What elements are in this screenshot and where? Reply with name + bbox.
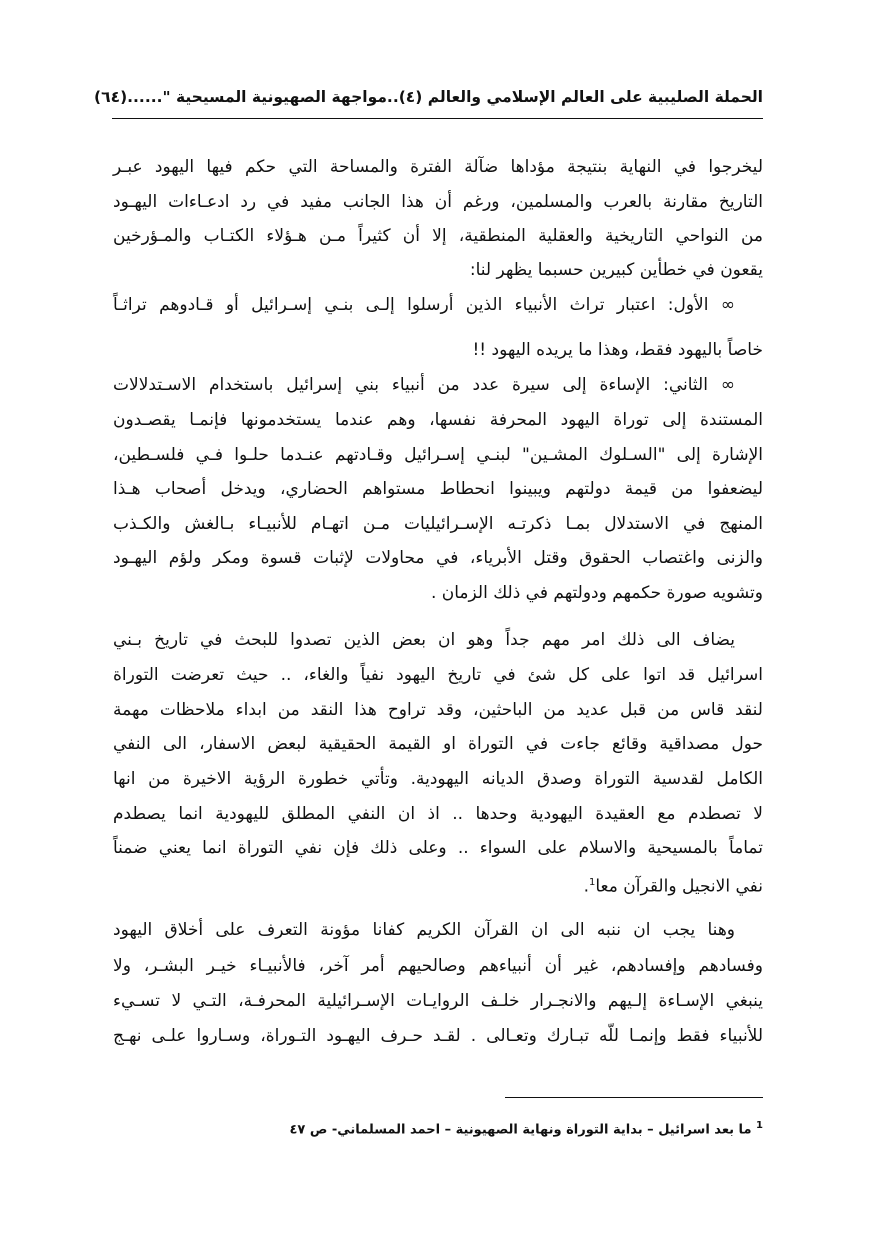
text-line	[113, 698, 763, 722]
text-line-content: ليخرجوا في النهاية بنتيجة مؤداها ضآلة الفترة والمساحة التي حكم فيها اليهود عبـر	[113, 157, 763, 177]
text-line-content: وفسادهم وإفسادهم، غير أن أنبياءهم وصالحيهم أمر آخر، فالأنبيـاء خيـر البشـر، ولا	[113, 956, 763, 976]
text-line: نفي الانجيل والقرآن معا$^1$.	[583, 876, 763, 897]
text-line-content: خاصاً باليهود فقط، وهذا ما يريده اليهود !!	[472, 340, 763, 360]
text-line-content: ∞ الأول: اعتبار تراث الأنبياء الذين أرسلوا إلـى بنـي إسـرائيل أو قـادوهم تراثـاً	[113, 295, 735, 315]
text-line	[113, 477, 763, 501]
footnote-rule	[505, 1097, 763, 1098]
text-line-content: التاريخ مقارنة بالعرب والمسلمين، ورغم أن هذا الجانب مفيد في رد ادعـاءات اليهـود	[113, 192, 763, 212]
text-line-content: ينبغي الإسـاءة إلـيهم والانجـرار خلـف الروايـات الإسـرائيلية المحرفـة، التـي لا تسـيء	[113, 991, 763, 1011]
text-line	[113, 918, 763, 942]
header-page-number: (٦٤)	[94, 88, 128, 106]
text-line-content: لا تصطدم مع العقيدة اليهودية وحدها .. اذ ان النفي المطلق لليهودية انما يصطدم	[113, 804, 763, 824]
text-line	[113, 155, 763, 179]
header-rule	[112, 118, 763, 119]
text-line	[113, 954, 763, 978]
text-line	[113, 338, 763, 362]
text-line-content: يقعون في خطأين كبيرين حسبما يظهر لنا:	[469, 260, 763, 280]
text-line	[113, 802, 763, 826]
text-line	[113, 258, 763, 282]
footnote-reference[interactable]: 1	[588, 877, 596, 888]
text-line	[113, 732, 763, 756]
text-line-content: من النواحي التاريخية والعقلية المنطقية، إلا أن كثيراً مـن هـؤلاء الكتـاب والمـؤرخين	[113, 226, 763, 246]
footnote-number: 1	[756, 1120, 763, 1131]
text-line	[113, 408, 763, 432]
text-line-content: يضاف الى ذلك امر مهم جداً وهو ان بعض الذين تصدوا للبحث في تاريخ بـني	[113, 630, 735, 650]
text-line	[113, 546, 763, 570]
footnote	[250, 1120, 763, 1137]
text-line-content: ∞ الثاني: الإساءة إلى سيرة عدد من أنبياء بني إسرائيل باستخدام الاسـتدلالات	[113, 375, 735, 395]
text-line-content: والزنى واغتصاب الحقوق وقتل الأبرياء، في محاولات لإثبات قسوة ومكر ولؤم اليهـود	[113, 548, 763, 568]
text-line-content: حول مصداقية وقائع جاءت في التوراة او القيمة الحقيقية لبعض الاسفار، الى النفي	[113, 734, 763, 754]
footnote-text: ما بعد اسرائيل – بداية التوراة ونهاية الصهيونية – احمد المسلماني- ص ٤٧	[289, 1122, 752, 1138]
text-line-content: نفي الانجيل والقرآن معا	[595, 876, 763, 897]
text-line-content: المنهج في الاستدلال بمـا ذكرتـه الإسـرائيليات مـن اتهـام للأنبيـاء بـالغش والكـذب	[113, 514, 763, 534]
text-line	[113, 581, 763, 605]
text-line	[113, 663, 763, 687]
text-line	[113, 293, 763, 317]
text-line	[113, 373, 763, 397]
text-line	[113, 190, 763, 214]
text-line-content: ليضعفوا من قيمة دولتهم ويبينوا انحطاط مستواهم الحضاري، ويدخل أصحاب هـذا	[113, 479, 763, 499]
text-line	[113, 443, 763, 467]
text-line-content: لنقد قاس من قبل عديد من الباحثين، وقد تراوح هذا النقد من ابداء ملاحظات مهمة	[113, 700, 763, 720]
text-line-content: وهنا يجب ان ننبه الى ان القرآن الكريم كفانا مؤونة التعرف على أخلاق اليهود	[113, 920, 735, 940]
text-line-content: الإشارة إلى "السـلوك المشـين" لبنـي إسـرائيل وقـادتهم عنـدما حلـوا فـي فلسـطين،	[113, 445, 763, 465]
text-line	[113, 836, 763, 860]
text-line	[113, 512, 763, 536]
text-line-content: وتشويه صورة حكمهم ودولتهم في ذلك الزمان .	[430, 583, 763, 603]
text-line	[113, 628, 763, 652]
text-line	[113, 1024, 763, 1048]
text-line-content: للأنبياء فقط وإنمـا للّه تبـارك وتعـالى . لقـد حـرف اليهـود التـوراة، وسـاروا علـى نهـج	[113, 1026, 763, 1046]
text-line	[113, 989, 763, 1013]
text-line-content: تماماً بالمسيحية والاسلام على السواء .. وعلى ذلك فإن نفي التوراة انما يعني ضمناً	[113, 838, 763, 858]
header-title: الحملة الصليبية على العالم الإسلامي والعالم (٤)..مواجهة الصهيونية المسيحية "......	[127, 88, 763, 106]
text-line	[113, 224, 763, 248]
running-header	[94, 88, 763, 116]
text-line-content: المستندة إلى توراة اليهود المحرفة نفسها، وهم عندما يستخدمونها فإنمـا يقصـدون	[113, 410, 763, 430]
text-line-content: الكامل لقدسية التوراة وصدق الديانه اليهودية. وتأتي خطورة الرؤية الاخيرة من انها	[113, 769, 763, 789]
text-line	[113, 767, 763, 791]
text-line-content: اسرائيل قد اتوا على كل شئ في تاريخ اليهود نفياً والغاء، .. حيث تعرضت التوراة	[113, 665, 763, 685]
